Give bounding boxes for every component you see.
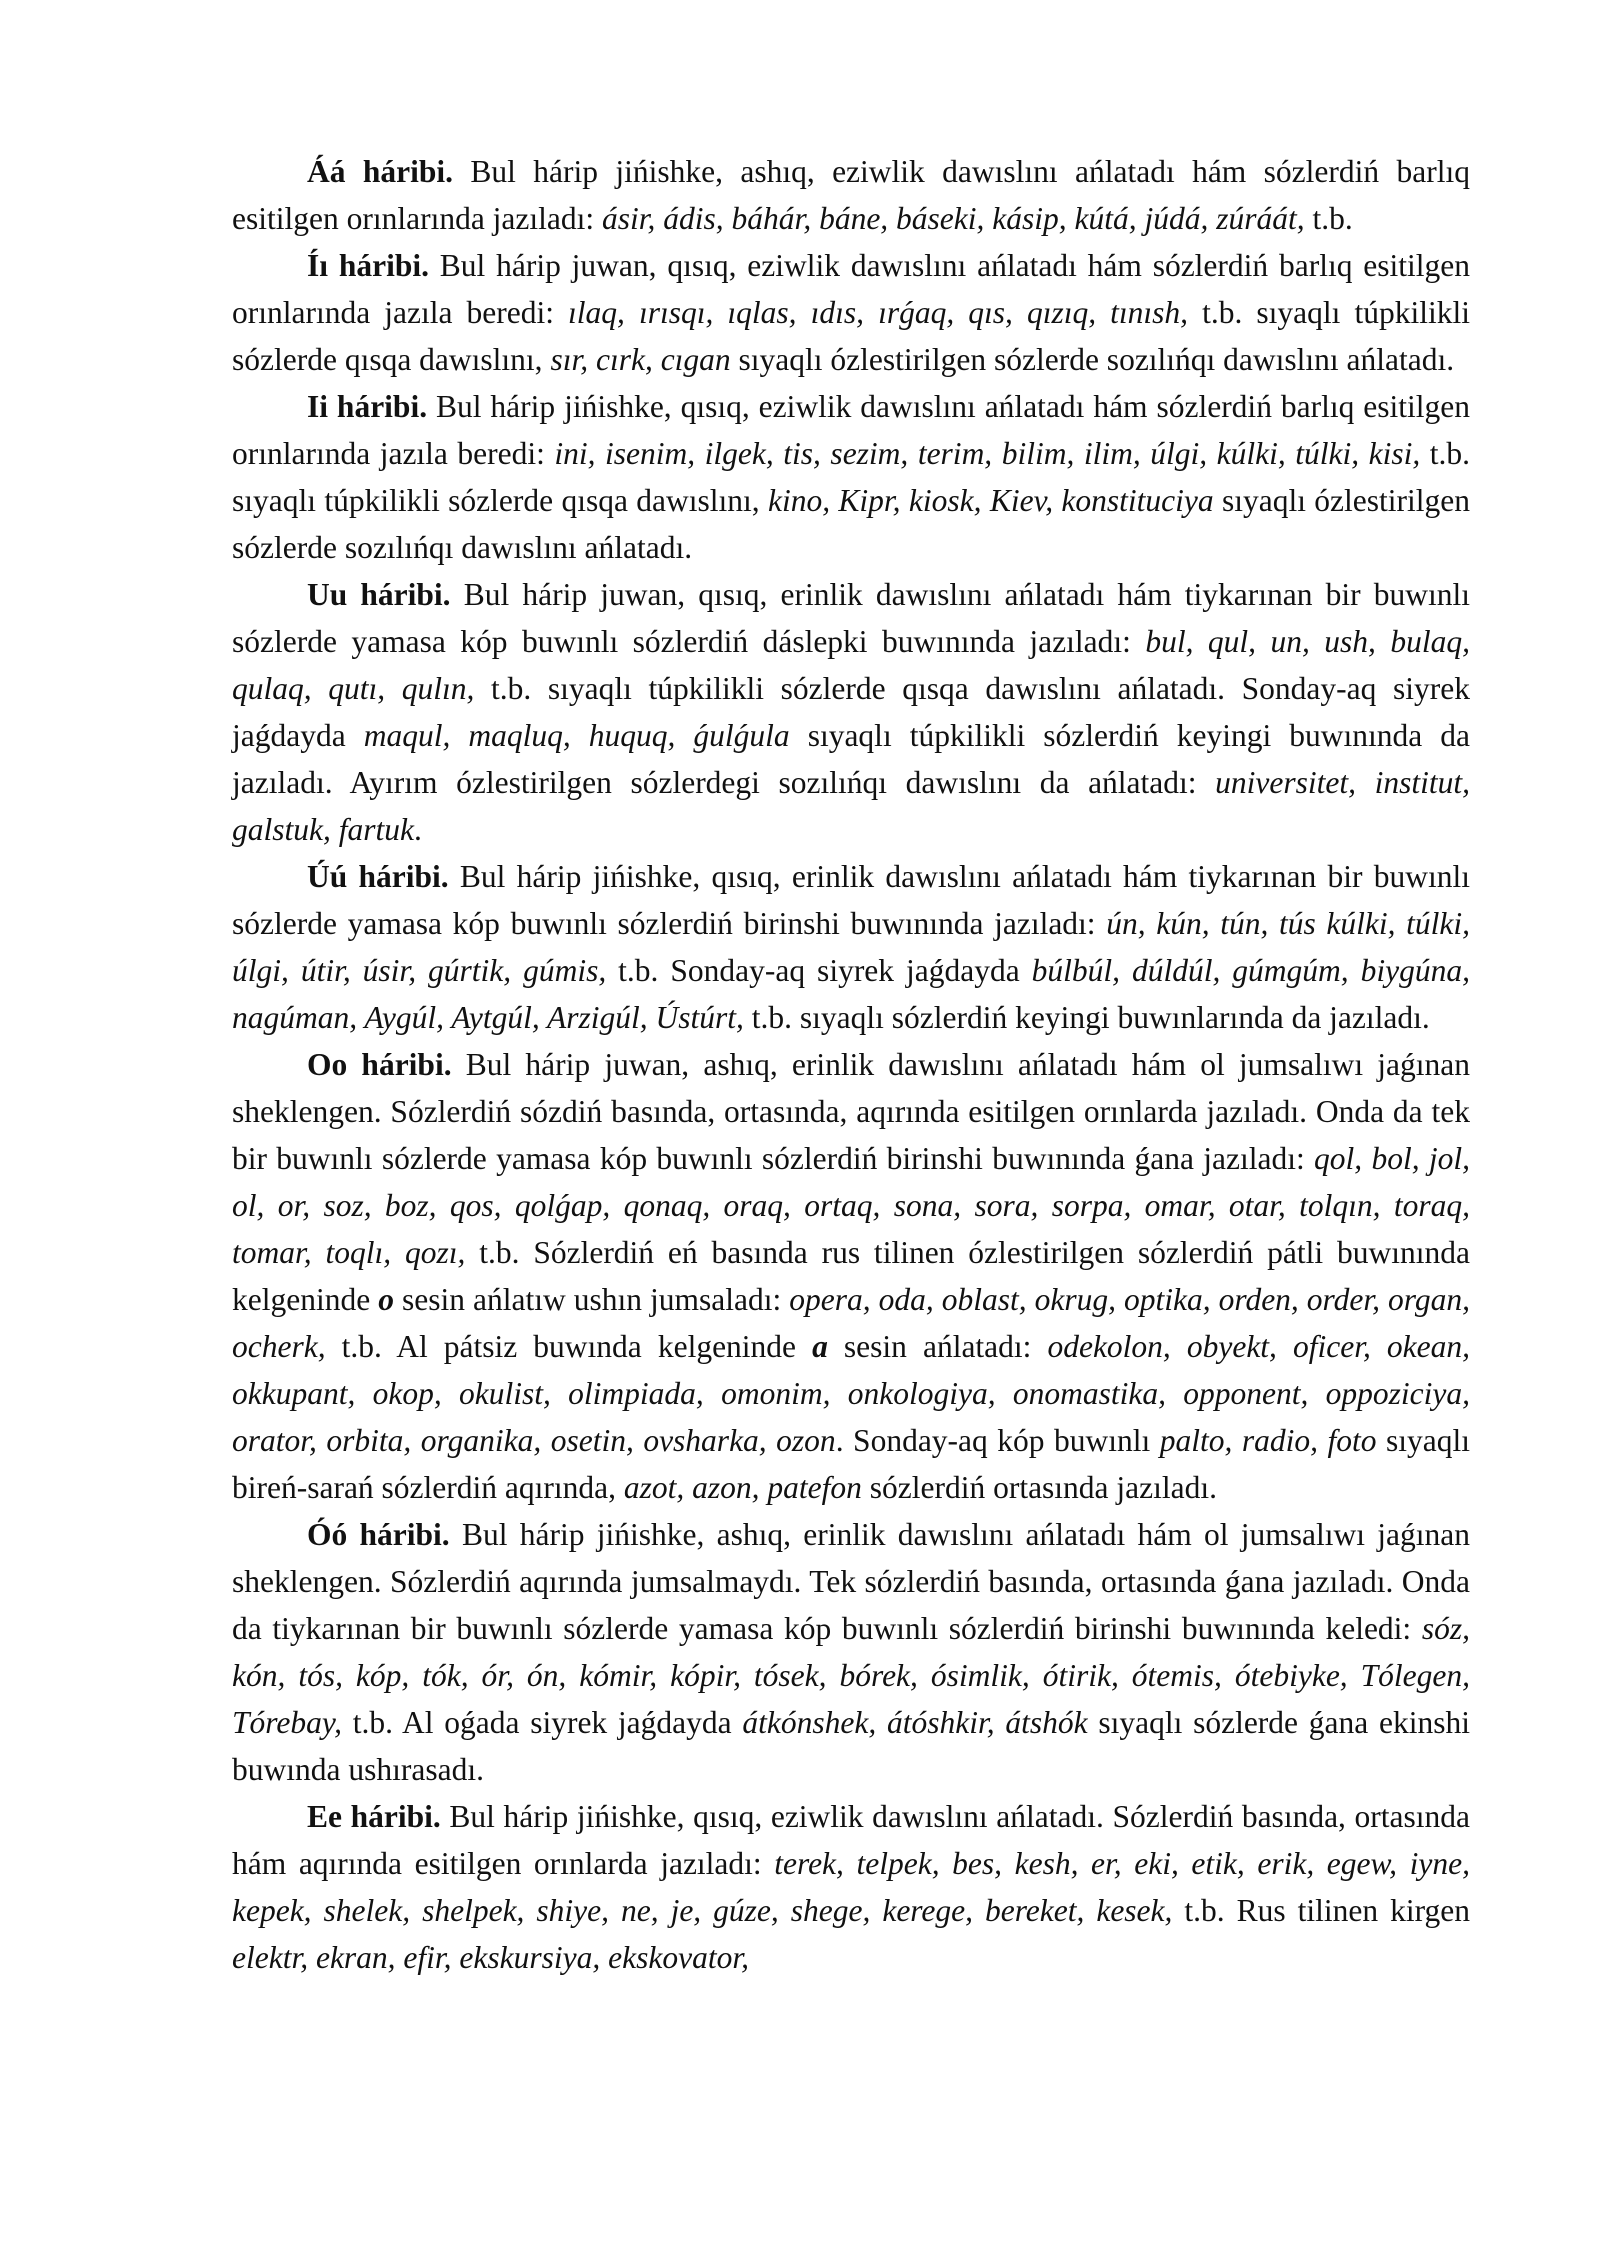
body-text: sesin ańlatadı: [827,1329,1048,1364]
body-text: t.b. Sonday-aq siyrek jaǵdayda [606,953,1032,988]
body-text: Bul hárip juwan, ashıq, erinlik dawıslını ańlatadı hám ol jumsalıwı jaǵınan sheklengen. Sózlerdiń sózdiń basında, ortasında, aqırında esitilgen orınlarda jazıladı. Onda da tek bir buwınlı sózlerde yamasa kóp buwınlı sózlerdiń birinshi buwınında ǵana jazıladı: [232,1047,1470,1176]
example-words: sır, cırk, cıgan [550,342,731,377]
example-words: búlbúl, dúldúl, gúmgúm, biygúna, nagúman, Aygúl, Aytgúl, Arzigúl, Ústúrt, [232,953,1470,1035]
body-text: Bul hárip juwan, qısıq, erinlik dawıslını ańlatadı hám tiykarınan bir buwınlı sózlerde yamasa kóp buwınlı sózlerdiń dáslepki buwınında jazıladı: [232,577,1470,659]
example-words: universitet, institut, galstuk, fartuk [232,765,1470,847]
example-words: ún, kún, tún, tús kúlki, túlki, úlgi, útir, úsir, gúrtik, gúmis, [232,906,1470,988]
paragraph-uu-soft [232,853,1470,1041]
body-text: t.b. sıyaqlı sózlerdiń keyingi buwınlarında da jazıladı. [743,1000,1430,1035]
letter-heading: Ee háribi. [307,1799,441,1834]
example-words: ini, isenim, ilgek, tis, sezim, terim, bilim, ilim, úlgi, kúlki, túlki, kisi, [554,436,1421,471]
body-text: sıyaqlı sózlerde ǵana ekinshi buwında ushırasadı. [232,1705,1470,1787]
example-words: palto, radio, foto [1159,1423,1377,1458]
body-text: t.b. Al oǵada siyrek jaǵdayda [341,1705,743,1740]
example-words: qol, bol, jol, ol, or, soz, boz, qos, qolǵap, qonaq, oraq, ortaq, sona, sora, sorpa, omar, otar, tolqın, toraq, tomar, toqlı, qozı, [232,1141,1470,1270]
body-text: Bul hárip juwan, qısıq, eziwlik dawıslını ańlatadı hám sózlerdiń barlıq esitilgen orınlarında jazıla beredi: [232,248,1470,330]
example-words: opera, oda, oblast, okrug, optika, orden, order, organ, ocherk, [232,1282,1470,1364]
body-text: t.b. sıyaqlı túpkilikli sózlerde qısqa dawıslını, [232,436,1470,518]
example-words: bul, qul, un, ush, bulaq, qulaq, qutı, qulın, [232,624,1470,706]
example-words: átkónshek, átóshkir, átshók [742,1705,1088,1740]
example-words: sóz, kón, tós, kóp, tók, ór, ón, kómir, kópir, tósek, bórek, ósimlik, ótirik, ótemis, ótebiyke, Tólegen, Tórebay, [232,1611,1470,1740]
emphasized-letter: o [378,1282,394,1317]
body-text: t.b. Sózlerdiń eń basında rus tilinen ózlestirilgen sózlerdiń pátli buwınında kelgeninde [232,1235,1470,1317]
letter-heading: Áá háribi. [307,154,454,189]
example-words: terek, telpek, bes, kesh, er, eki, etik, erik, egew, iyne, kepek, shelek, shelpek, shiye, ne, je, gúze, shege, kerege, bereket, kesek, [232,1846,1470,1928]
paragraph-oo [232,1041,1470,1511]
body-text: t.b. [1304,201,1353,236]
body-text: Bul hárip jińishke, ashıq, erinlik dawıslını ańlatadı hám ol jumsalıwı jaǵınan sheklengen. Sózlerdiń aqırında jumsalmaydı. Tek sózlerdiń basında, ortasında ǵana jazıladı. Onda da tiykarınan bir buwınlı sózlerde yamasa kóp buwınlı sózlerdiń birinshi buwınında keledi: [232,1517,1470,1646]
example-words: odekolon, obyekt, oficer, okean, okkupant, okop, okulist, olimpiada, omonim, onkologiya, onomastika, opponent, oppoziciya, orator, orbita, organika, osetin, ovsharka, ozon [232,1329,1470,1458]
paragraph-ee [232,1793,1470,1981]
emphasized-letter: a [812,1329,828,1364]
example-words: ılaq, ırısqı, ıqlas, ıdıs, ırǵaq, qıs, qızıq, tınısh, [568,295,1189,330]
paragraph-ii [232,383,1470,571]
letter-heading: Úú háribi. [307,859,449,894]
body-text: sıyaqlı bireń-sarań sózlerdiń aqırında, [232,1423,1471,1505]
body-text: sıyaqlı ózlestirilgen sózlerde sozılıńqı dawıslını ańlatadı. [232,483,1470,565]
letter-heading: Oo háribi. [307,1047,452,1082]
paragraph-aa [232,148,1470,242]
paragraph-ii-hard [232,242,1470,383]
body-text: . [414,812,422,847]
body-text: t.b. Rus tilinen kirgen [1172,1893,1470,1928]
body-text: sózlerdiń ortasında jazıladı. [861,1470,1217,1505]
document-page [232,148,1470,1981]
body-text: Bul hárip jińishke, ashıq, eziwlik dawıslını ańlatadı hám sózlerdiń barlıq esitilgen orınlarında jazıladı: [232,154,1470,236]
letter-heading: Óó háribi. [307,1517,450,1552]
body-text: t.b. Al pátsiz buwında kelgeninde [325,1329,813,1364]
letter-heading: Uu háribi. [307,577,451,612]
body-text: sesin ańlatıw ushın jumsaladı: [393,1282,790,1317]
letter-heading: Íı háribi. [307,248,429,283]
body-text: t.b. sıyaqlı túpkilikli sózlerde qısqa dawıslını, [232,295,1470,377]
body-text: Bul hárip jińishke, qısıq, eziwlik dawıslını ańlatadı. Sózlerdiń basında, ortasında hám aqırında esitilgen orınlarda jazıladı: [232,1799,1471,1881]
example-words: ásir, ádis, báhár, báne, báseki, kásip, kútá, júdá, zúráát, [602,201,1305,236]
body-text: t.b. sıyaqlı túpkilikli sózlerde qısqa dawıslını ańlatadı. Sonday-aq siyrek jaǵdayda [232,671,1470,753]
paragraph-oo-soft [232,1511,1470,1793]
body-text: sıyaqlı ózlestirilgen sózlerde sozılıńqı dawıslını ańlatadı. [730,342,1455,377]
body-text: Bul hárip jińishke, qısıq, eziwlik dawıslını ańlatadı hám sózlerdiń barlıq esitilgen orınlarında jazıla beredi: [232,389,1470,471]
body-text: sıyaqlı túpkilikli sózlerdiń keyingi buwınında da jazıladı. Ayırım ózlestirilgen sózlerdegi sozılıńqı dawıslını da ańlatadı: [232,718,1470,800]
example-words: azot, azon, patefon [623,1470,862,1505]
example-words: maqul, maqluq, huquq, ǵulǵula [363,718,790,753]
letter-heading: Ii háribi. [307,389,428,424]
example-words: elektr, ekran, efir, ekskursiya, ekskovator, [232,1940,749,1975]
body-text: Bul hárip jińishke, qısıq, erinlik dawıslını ańlatadı hám tiykarınan bir buwınlı sózlerde yamasa kóp buwınlı sózlerdiń birinshi buwınında jazıladı: [232,859,1470,941]
paragraph-uu [232,571,1470,853]
body-text: . Sonday-aq kóp buwınlı [835,1423,1160,1458]
example-words: kino, Kipr, kiosk, Kiev, konstituciya [767,483,1214,518]
